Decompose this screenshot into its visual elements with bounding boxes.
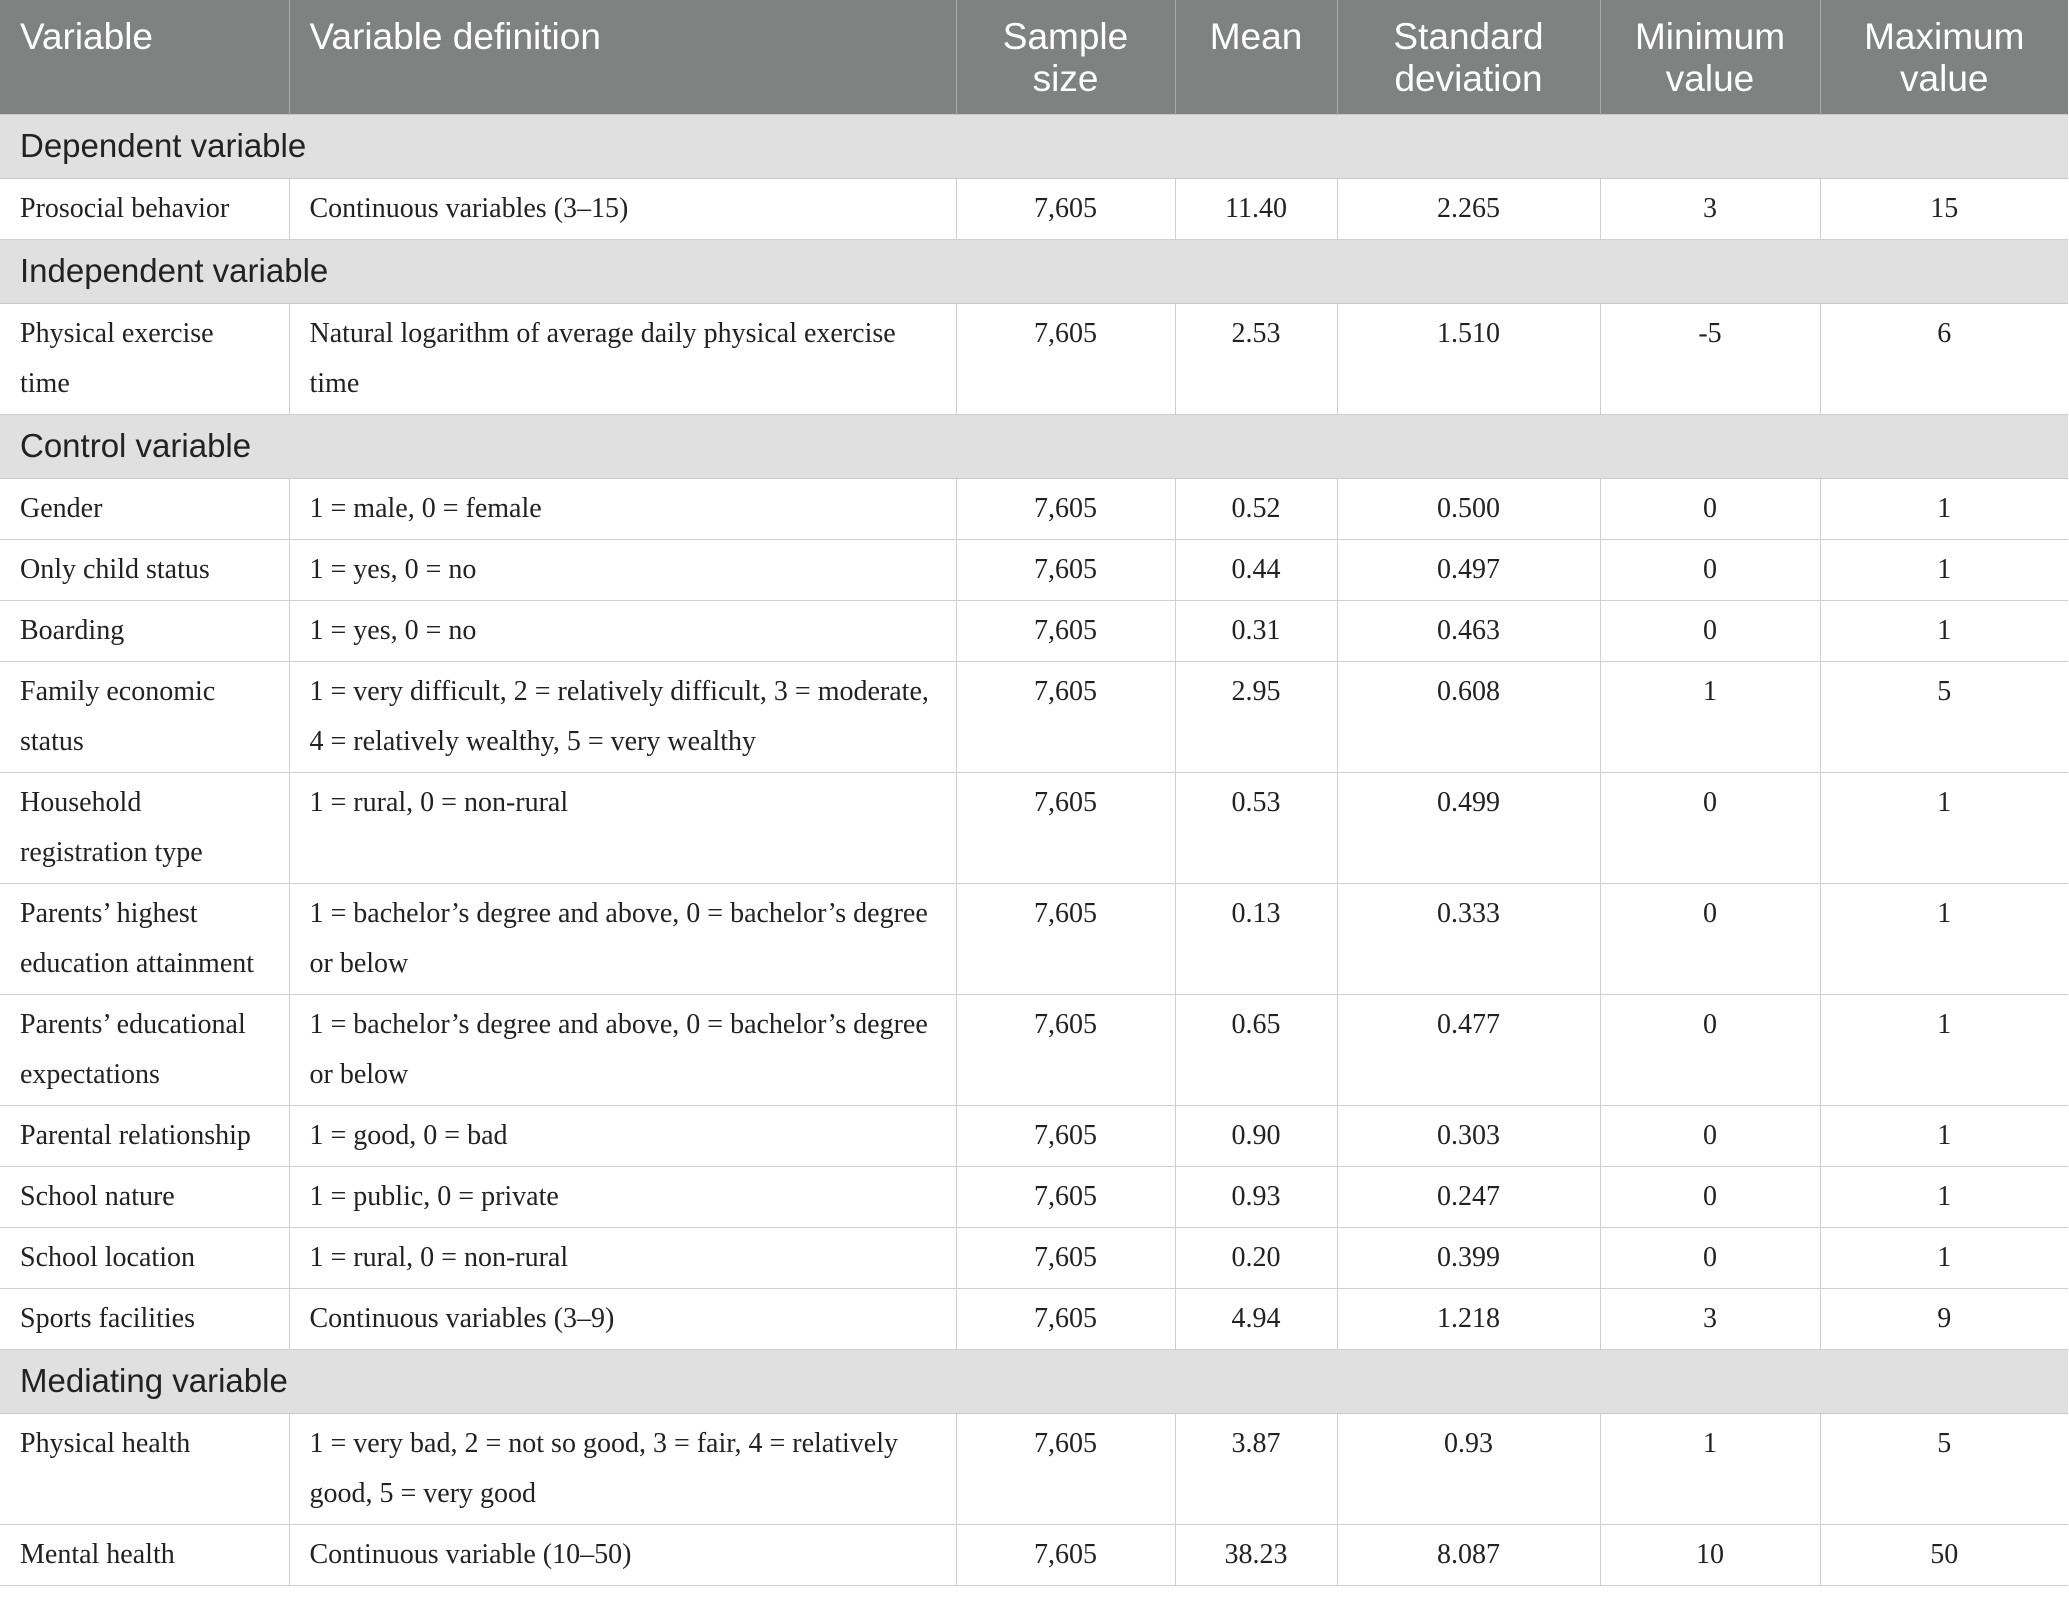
cell-mean: 2.53 <box>1175 303 1337 414</box>
cell-minimum-value: 0 <box>1600 772 1820 883</box>
table-row <box>0 772 2068 883</box>
table-row <box>0 539 2068 600</box>
cell-mean: 0.52 <box>1175 478 1337 539</box>
cell-variable: Prosocial behavior <box>0 178 289 239</box>
cell-standard-deviation: 0.477 <box>1337 994 1600 1105</box>
cell-standard-deviation: 0.500 <box>1337 478 1600 539</box>
section-header-row <box>0 414 2068 478</box>
cell-variable: Physical health <box>0 1413 289 1524</box>
cell-sample-size: 7,605 <box>956 772 1175 883</box>
cell-maximum-value: 1 <box>1820 772 2068 883</box>
cell-standard-deviation: 0.497 <box>1337 539 1600 600</box>
cell-definition: 1 = bachelor’s degree and above, 0 = bachelor’s degree or below <box>289 994 956 1105</box>
cell-standard-deviation: 1.510 <box>1337 303 1600 414</box>
cell-variable: Parents’ highest education attainment <box>0 883 289 994</box>
cell-definition: 1 = rural, 0 = non-rural <box>289 772 956 883</box>
cell-minimum-value: 0 <box>1600 994 1820 1105</box>
cell-maximum-value: 1 <box>1820 883 2068 994</box>
cell-standard-deviation: 0.333 <box>1337 883 1600 994</box>
cell-definition: 1 = rural, 0 = non-rural <box>289 1227 956 1288</box>
cell-minimum-value: 3 <box>1600 178 1820 239</box>
cell-standard-deviation: 0.499 <box>1337 772 1600 883</box>
cell-variable: Sports facilities <box>0 1288 289 1349</box>
cell-standard-deviation: 0.608 <box>1337 661 1600 772</box>
table-row <box>0 1166 2068 1227</box>
cell-sample-size: 7,605 <box>956 539 1175 600</box>
cell-sample-size: 7,605 <box>956 1227 1175 1288</box>
table-body <box>0 114 2068 1585</box>
cell-mean: 0.90 <box>1175 1105 1337 1166</box>
cell-standard-deviation: 0.303 <box>1337 1105 1600 1166</box>
cell-mean: 2.95 <box>1175 661 1337 772</box>
cell-variable: School location <box>0 1227 289 1288</box>
table-row <box>0 1524 2068 1585</box>
section-header-row <box>0 239 2068 303</box>
cell-sample-size: 7,605 <box>956 883 1175 994</box>
cell-minimum-value: 0 <box>1600 478 1820 539</box>
cell-standard-deviation: 0.463 <box>1337 600 1600 661</box>
cell-maximum-value: 15 <box>1820 178 2068 239</box>
cell-definition: 1 = good, 0 = bad <box>289 1105 956 1166</box>
cell-mean: 0.44 <box>1175 539 1337 600</box>
cell-mean: 0.31 <box>1175 600 1337 661</box>
table-row <box>0 478 2068 539</box>
cell-variable: Parental relationship <box>0 1105 289 1166</box>
cell-variable: Household registration type <box>0 772 289 883</box>
section-title: Control variable <box>0 414 2068 478</box>
section-title: Mediating variable <box>0 1349 2068 1413</box>
cell-maximum-value: 5 <box>1820 1413 2068 1524</box>
table-row <box>0 994 2068 1105</box>
cell-maximum-value: 1 <box>1820 1105 2068 1166</box>
cell-variable: Boarding <box>0 600 289 661</box>
cell-mean: 38.23 <box>1175 1524 1337 1585</box>
cell-maximum-value: 1 <box>1820 994 2068 1105</box>
cell-minimum-value: 0 <box>1600 883 1820 994</box>
table-row <box>0 178 2068 239</box>
cell-definition: Continuous variables (3–15) <box>289 178 956 239</box>
cell-sample-size: 7,605 <box>956 600 1175 661</box>
cell-minimum-value: 3 <box>1600 1288 1820 1349</box>
header-minimum-value: Minimum value <box>1600 0 1820 114</box>
cell-definition: Continuous variable (10–50) <box>289 1524 956 1585</box>
cell-maximum-value: 6 <box>1820 303 2068 414</box>
cell-sample-size: 7,605 <box>956 1166 1175 1227</box>
table-row <box>0 1105 2068 1166</box>
cell-standard-deviation: 8.087 <box>1337 1524 1600 1585</box>
cell-definition: Continuous variables (3–9) <box>289 1288 956 1349</box>
cell-definition: 1 = very difficult, 2 = relatively difficult, 3 = moderate, 4 = relatively wealthy, 5 = very wealthy <box>289 661 956 772</box>
cell-minimum-value: -5 <box>1600 303 1820 414</box>
table-row <box>0 303 2068 414</box>
cell-standard-deviation: 0.93 <box>1337 1413 1600 1524</box>
table-header <box>0 0 2068 114</box>
header-mean: Mean <box>1175 0 1337 114</box>
cell-mean: 3.87 <box>1175 1413 1337 1524</box>
cell-minimum-value: 0 <box>1600 1227 1820 1288</box>
cell-sample-size: 7,605 <box>956 303 1175 414</box>
cell-minimum-value: 1 <box>1600 1413 1820 1524</box>
table-row <box>0 1413 2068 1524</box>
cell-mean: 0.53 <box>1175 772 1337 883</box>
section-header-row <box>0 1349 2068 1413</box>
cell-sample-size: 7,605 <box>956 661 1175 772</box>
cell-minimum-value: 0 <box>1600 1105 1820 1166</box>
cell-mean: 0.93 <box>1175 1166 1337 1227</box>
cell-standard-deviation: 1.218 <box>1337 1288 1600 1349</box>
cell-variable: Gender <box>0 478 289 539</box>
cell-standard-deviation: 0.247 <box>1337 1166 1600 1227</box>
table-row <box>0 600 2068 661</box>
cell-definition: 1 = male, 0 = female <box>289 478 956 539</box>
cell-sample-size: 7,605 <box>956 1105 1175 1166</box>
cell-mean: 0.20 <box>1175 1227 1337 1288</box>
section-title: Dependent variable <box>0 114 2068 178</box>
cell-maximum-value: 50 <box>1820 1524 2068 1585</box>
cell-mean: 0.65 <box>1175 994 1337 1105</box>
section-header-row <box>0 114 2068 178</box>
cell-standard-deviation: 0.399 <box>1337 1227 1600 1288</box>
cell-maximum-value: 1 <box>1820 539 2068 600</box>
cell-maximum-value: 1 <box>1820 600 2068 661</box>
cell-sample-size: 7,605 <box>956 994 1175 1105</box>
cell-mean: 0.13 <box>1175 883 1337 994</box>
cell-minimum-value: 0 <box>1600 1166 1820 1227</box>
cell-definition: 1 = bachelor’s degree and above, 0 = bachelor’s degree or below <box>289 883 956 994</box>
cell-sample-size: 7,605 <box>956 178 1175 239</box>
cell-definition: 1 = very bad, 2 = not so good, 3 = fair, 4 = relatively good, 5 = very good <box>289 1413 956 1524</box>
cell-minimum-value: 0 <box>1600 539 1820 600</box>
cell-sample-size: 7,605 <box>956 1288 1175 1349</box>
header-variable: Variable <box>0 0 289 114</box>
cell-variable: Mental health <box>0 1524 289 1585</box>
cell-definition: Natural logarithm of average daily physical exercise time <box>289 303 956 414</box>
cell-variable: Physical exercise time <box>0 303 289 414</box>
cell-maximum-value: 5 <box>1820 661 2068 772</box>
table-row <box>0 1288 2068 1349</box>
header-standard-deviation: Standard deviation <box>1337 0 1600 114</box>
header-maximum-value: Maximum value <box>1820 0 2068 114</box>
cell-sample-size: 7,605 <box>956 478 1175 539</box>
cell-maximum-value: 1 <box>1820 1166 2068 1227</box>
cell-variable: Family economic status <box>0 661 289 772</box>
cell-standard-deviation: 2.265 <box>1337 178 1600 239</box>
cell-mean: 11.40 <box>1175 178 1337 239</box>
table-row <box>0 661 2068 772</box>
header-row <box>0 0 2068 114</box>
cell-definition: 1 = yes, 0 = no <box>289 539 956 600</box>
cell-minimum-value: 0 <box>1600 600 1820 661</box>
cell-maximum-value: 9 <box>1820 1288 2068 1349</box>
cell-minimum-value: 10 <box>1600 1524 1820 1585</box>
section-title: Independent variable <box>0 239 2068 303</box>
cell-maximum-value: 1 <box>1820 1227 2068 1288</box>
header-sample-size: Sample size <box>956 0 1175 114</box>
cell-minimum-value: 1 <box>1600 661 1820 772</box>
table-row <box>0 883 2068 994</box>
cell-sample-size: 7,605 <box>956 1524 1175 1585</box>
header-variable-definition: Variable definition <box>289 0 956 114</box>
cell-variable: Parents’ educational expectations <box>0 994 289 1105</box>
cell-definition: 1 = public, 0 = private <box>289 1166 956 1227</box>
table-row <box>0 1227 2068 1288</box>
cell-variable: Only child status <box>0 539 289 600</box>
cell-definition: 1 = yes, 0 = no <box>289 600 956 661</box>
cell-variable: School nature <box>0 1166 289 1227</box>
cell-mean: 4.94 <box>1175 1288 1337 1349</box>
cell-maximum-value: 1 <box>1820 478 2068 539</box>
cell-sample-size: 7,605 <box>956 1413 1175 1524</box>
